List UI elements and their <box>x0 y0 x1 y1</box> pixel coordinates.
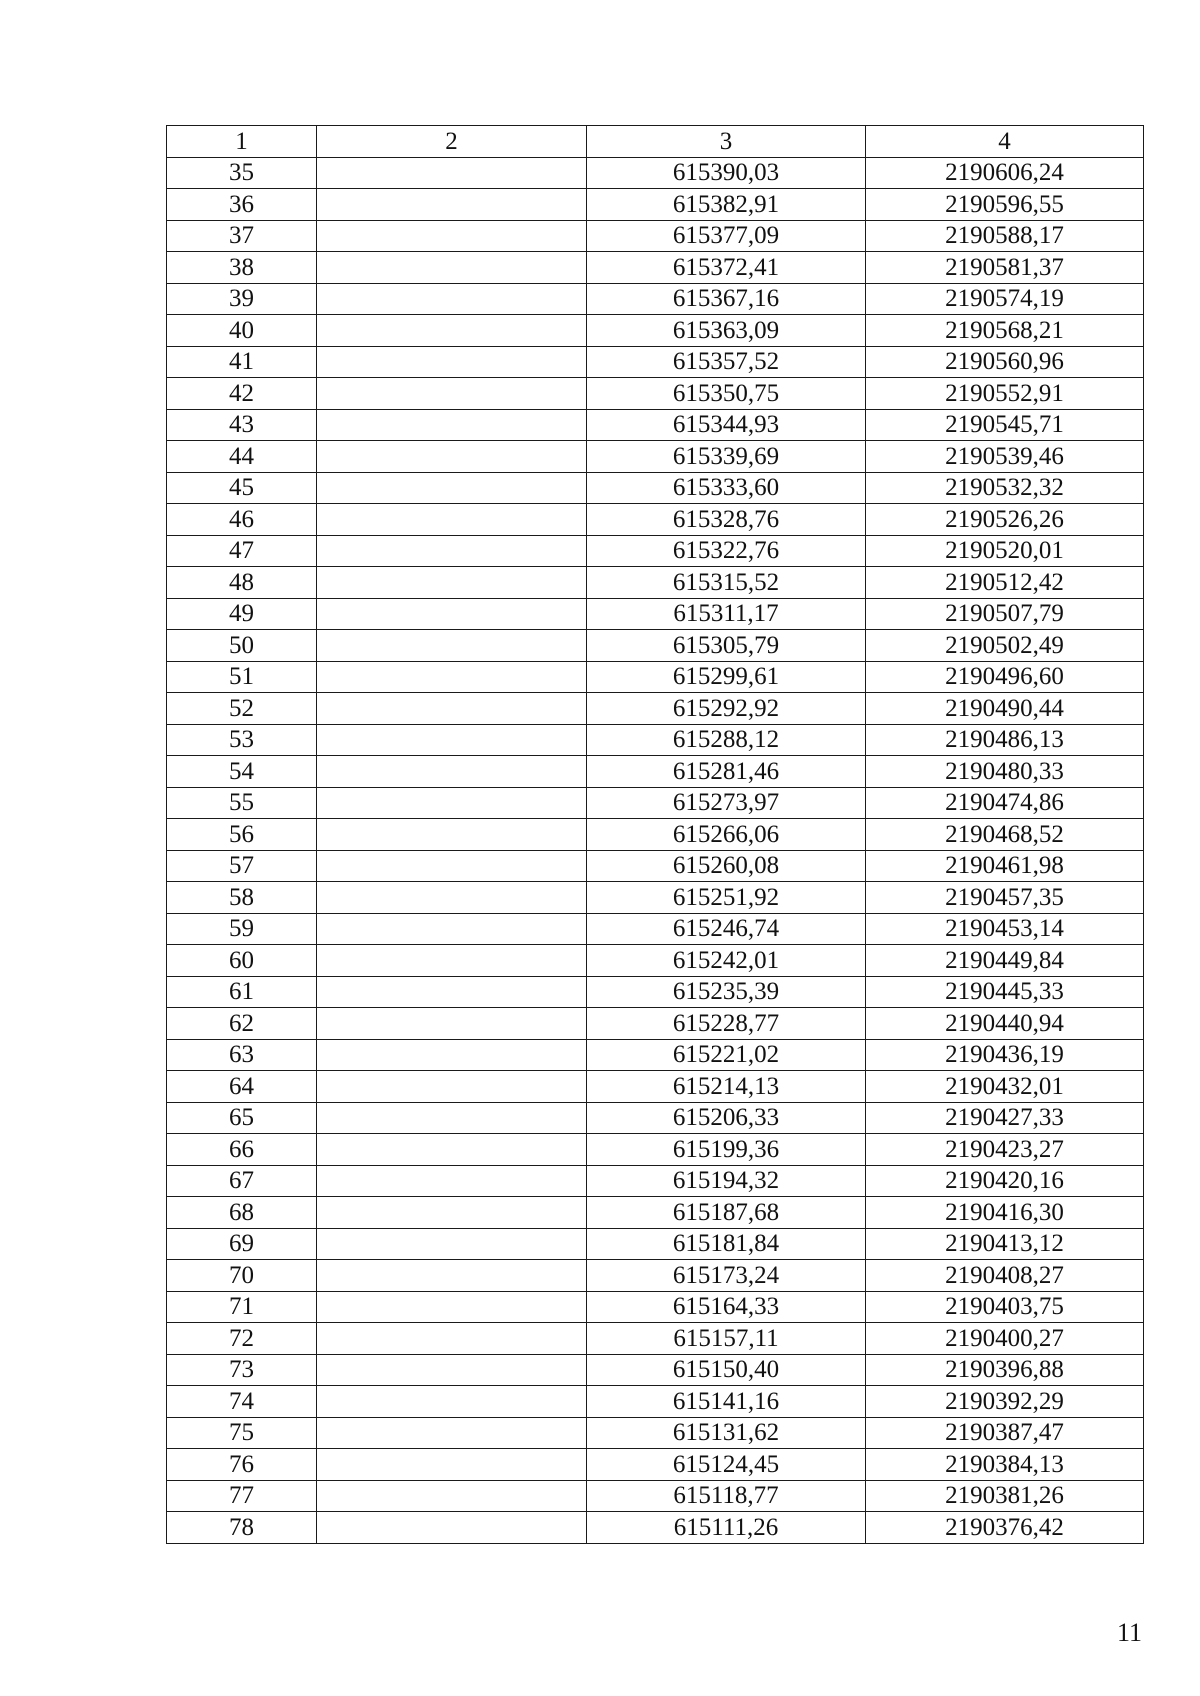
table-cell-col-3: 615333,60 <box>587 472 866 504</box>
table-row <box>167 1417 1144 1449</box>
table-cell-col-3: 615118,77 <box>587 1480 866 1512</box>
table-row <box>167 472 1144 504</box>
table-row <box>167 1228 1144 1260</box>
table-cell-col-4: 2190468,52 <box>866 819 1144 851</box>
table-cell-col-3: 615187,68 <box>587 1197 866 1229</box>
table-cell-col-2 <box>317 976 587 1008</box>
table-cell-col-4: 2190490,44 <box>866 693 1144 725</box>
table-cell-col-1: 52 <box>167 693 317 725</box>
table-row <box>167 1323 1144 1355</box>
coordinates-table <box>166 125 1144 1544</box>
table-cell-col-2 <box>317 189 587 221</box>
table-cell-col-2 <box>317 1354 587 1386</box>
table-cell-col-1: 38 <box>167 252 317 284</box>
table-cell-col-2 <box>317 220 587 252</box>
table-cell-col-2 <box>317 1512 587 1544</box>
table-cell-col-2 <box>317 157 587 189</box>
table-cell-col-4: 2190486,13 <box>866 724 1144 756</box>
table-cell-col-3: 615150,40 <box>587 1354 866 1386</box>
table-cell-col-1: 67 <box>167 1165 317 1197</box>
table-row <box>167 1291 1144 1323</box>
table-row <box>167 1039 1144 1071</box>
table-cell-col-2 <box>317 819 587 851</box>
table-cell-col-2 <box>317 567 587 599</box>
table-cell-col-3: 615124,45 <box>587 1449 866 1481</box>
table-cell-col-1: 73 <box>167 1354 317 1386</box>
table-cell-col-2 <box>317 1197 587 1229</box>
table-cell-col-3: 615221,02 <box>587 1039 866 1071</box>
table-cell-col-1: 51 <box>167 661 317 693</box>
table-cell-col-1: 70 <box>167 1260 317 1292</box>
header-col-4: 4 <box>866 126 1144 158</box>
table-cell-col-4: 2190461,98 <box>866 850 1144 882</box>
table-row <box>167 630 1144 662</box>
table-row <box>167 346 1144 378</box>
table-cell-col-4: 2190445,33 <box>866 976 1144 1008</box>
header-col-1: 1 <box>167 126 317 158</box>
table-cell-col-2 <box>317 1165 587 1197</box>
header-col-2: 2 <box>317 126 587 158</box>
table-cell-col-4: 2190440,94 <box>866 1008 1144 1040</box>
table-row <box>167 504 1144 536</box>
table-cell-col-4: 2190539,46 <box>866 441 1144 473</box>
table-cell-col-1: 43 <box>167 409 317 441</box>
table-cell-col-1: 78 <box>167 1512 317 1544</box>
table-cell-col-2 <box>317 535 587 567</box>
table-cell-col-1: 74 <box>167 1386 317 1418</box>
table-cell-col-1: 35 <box>167 157 317 189</box>
table-row <box>167 1512 1144 1544</box>
table-row <box>167 976 1144 1008</box>
table-cell-col-3: 615288,12 <box>587 724 866 756</box>
table-cell-col-1: 47 <box>167 535 317 567</box>
table-cell-col-2 <box>317 1071 587 1103</box>
table-cell-col-3: 615350,75 <box>587 378 866 410</box>
table-cell-col-3: 615292,92 <box>587 693 866 725</box>
table-cell-col-3: 615377,09 <box>587 220 866 252</box>
table-cell-col-1: 48 <box>167 567 317 599</box>
table-cell-col-3: 615357,52 <box>587 346 866 378</box>
table-row <box>167 315 1144 347</box>
table-row <box>167 913 1144 945</box>
table-cell-col-2 <box>317 787 587 819</box>
table-cell-col-3: 615242,01 <box>587 945 866 977</box>
table-row <box>167 1102 1144 1134</box>
table-cell-col-1: 44 <box>167 441 317 473</box>
table-cell-col-4: 2190453,14 <box>866 913 1144 945</box>
table-cell-col-1: 58 <box>167 882 317 914</box>
table-cell-col-2 <box>317 378 587 410</box>
table-cell-col-4: 2190457,35 <box>866 882 1144 914</box>
table-cell-col-1: 45 <box>167 472 317 504</box>
table-cell-col-3: 615194,32 <box>587 1165 866 1197</box>
table-cell-col-3: 615299,61 <box>587 661 866 693</box>
table-cell-col-4: 2190384,13 <box>866 1449 1144 1481</box>
table-cell-col-2 <box>317 1449 587 1481</box>
table-row <box>167 945 1144 977</box>
table-cell-col-3: 615206,33 <box>587 1102 866 1134</box>
table-row <box>167 441 1144 473</box>
table-row <box>167 252 1144 284</box>
table-cell-col-2 <box>317 1008 587 1040</box>
table-cell-col-3: 615344,93 <box>587 409 866 441</box>
table-cell-col-3: 615157,11 <box>587 1323 866 1355</box>
table-cell-col-2 <box>317 630 587 662</box>
table-cell-col-2 <box>317 598 587 630</box>
table-cell-col-4: 2190387,47 <box>866 1417 1144 1449</box>
table-cell-col-4: 2190568,21 <box>866 315 1144 347</box>
table-cell-col-2 <box>317 1039 587 1071</box>
table-cell-col-3: 615273,97 <box>587 787 866 819</box>
table-cell-col-3: 615363,09 <box>587 315 866 347</box>
table-cell-col-2 <box>317 1417 587 1449</box>
table-cell-col-3: 615199,36 <box>587 1134 866 1166</box>
table-cell-col-4: 2190413,12 <box>866 1228 1144 1260</box>
table-cell-col-1: 56 <box>167 819 317 851</box>
table-cell-col-3: 615251,92 <box>587 882 866 914</box>
table-cell-col-2 <box>317 1228 587 1260</box>
table-cell-col-1: 49 <box>167 598 317 630</box>
table-cell-col-4: 2190420,16 <box>866 1165 1144 1197</box>
table-cell-col-2 <box>317 1386 587 1418</box>
table-cell-col-3: 615111,26 <box>587 1512 866 1544</box>
table-row <box>167 409 1144 441</box>
table-cell-col-4: 2190400,27 <box>866 1323 1144 1355</box>
table-cell-col-4: 2190496,60 <box>866 661 1144 693</box>
table-cell-col-3: 615305,79 <box>587 630 866 662</box>
table-cell-col-4: 2190526,26 <box>866 504 1144 536</box>
table-cell-col-2 <box>317 1260 587 1292</box>
header-col-3: 3 <box>587 126 866 158</box>
table-cell-col-2 <box>317 1134 587 1166</box>
table-cell-col-2 <box>317 661 587 693</box>
table-cell-col-1: 60 <box>167 945 317 977</box>
table-cell-col-2 <box>317 913 587 945</box>
table-cell-col-4: 2190507,79 <box>866 598 1144 630</box>
table-cell-col-2 <box>317 1291 587 1323</box>
table-cell-col-1: 77 <box>167 1480 317 1512</box>
table-cell-col-4: 2190449,84 <box>866 945 1144 977</box>
table-cell-col-4: 2190545,71 <box>866 409 1144 441</box>
table-cell-col-4: 2190408,27 <box>866 1260 1144 1292</box>
table-cell-col-3: 615328,76 <box>587 504 866 536</box>
table-cell-col-4: 2190376,42 <box>866 1512 1144 1544</box>
table-cell-col-2 <box>317 945 587 977</box>
table-cell-col-4: 2190381,26 <box>866 1480 1144 1512</box>
table-cell-col-2 <box>317 252 587 284</box>
table-cell-col-2 <box>317 756 587 788</box>
table-row <box>167 598 1144 630</box>
table-cell-col-2 <box>317 504 587 536</box>
table-cell-col-4: 2190520,01 <box>866 535 1144 567</box>
table-cell-col-4: 2190436,19 <box>866 1039 1144 1071</box>
table-cell-col-1: 69 <box>167 1228 317 1260</box>
table-cell-col-3: 615315,52 <box>587 567 866 599</box>
table-cell-col-4: 2190423,27 <box>866 1134 1144 1166</box>
table-cell-col-4: 2190588,17 <box>866 220 1144 252</box>
table-cell-col-1: 53 <box>167 724 317 756</box>
table-cell-col-4: 2190606,24 <box>866 157 1144 189</box>
table-cell-col-4: 2190596,55 <box>866 189 1144 221</box>
table-cell-col-1: 75 <box>167 1417 317 1449</box>
table-cell-col-2 <box>317 850 587 882</box>
table-cell-col-1: 36 <box>167 189 317 221</box>
table-cell-col-4: 2190403,75 <box>866 1291 1144 1323</box>
table-cell-col-1: 68 <box>167 1197 317 1229</box>
table-row <box>167 1386 1144 1418</box>
table-row <box>167 1480 1144 1512</box>
table-row <box>167 661 1144 693</box>
table-cell-col-2 <box>317 283 587 315</box>
table-cell-col-1: 41 <box>167 346 317 378</box>
table-cell-col-3: 615260,08 <box>587 850 866 882</box>
table-cell-col-4: 2190396,88 <box>866 1354 1144 1386</box>
table-cell-col-4: 2190532,32 <box>866 472 1144 504</box>
table-cell-col-1: 71 <box>167 1291 317 1323</box>
table-cell-col-1: 55 <box>167 787 317 819</box>
table-row <box>167 1165 1144 1197</box>
table-cell-col-1: 57 <box>167 850 317 882</box>
table-cell-col-1: 59 <box>167 913 317 945</box>
table-row <box>167 535 1144 567</box>
table-cell-col-3: 615214,13 <box>587 1071 866 1103</box>
table-cell-col-1: 50 <box>167 630 317 662</box>
table-cell-col-3: 615266,06 <box>587 819 866 851</box>
table-cell-col-1: 63 <box>167 1039 317 1071</box>
table-cell-col-3: 615235,39 <box>587 976 866 1008</box>
table-row <box>167 1008 1144 1040</box>
table-row <box>167 567 1144 599</box>
table-cell-col-2 <box>317 472 587 504</box>
table-cell-col-3: 615141,16 <box>587 1386 866 1418</box>
table-row <box>167 724 1144 756</box>
table-cell-col-4: 2190512,42 <box>866 567 1144 599</box>
table-cell-col-2 <box>317 693 587 725</box>
table-row <box>167 1260 1144 1292</box>
table-cell-col-3: 615372,41 <box>587 252 866 284</box>
header-row <box>167 126 1144 158</box>
table-cell-col-3: 615367,16 <box>587 283 866 315</box>
table-row <box>167 756 1144 788</box>
table-cell-col-1: 40 <box>167 315 317 347</box>
table-cell-col-1: 42 <box>167 378 317 410</box>
table-cell-col-2 <box>317 441 587 473</box>
table-cell-col-4: 2190392,29 <box>866 1386 1144 1418</box>
table-cell-col-3: 615322,76 <box>587 535 866 567</box>
table-row <box>167 1197 1144 1229</box>
table-cell-col-1: 72 <box>167 1323 317 1355</box>
table-cell-col-1: 62 <box>167 1008 317 1040</box>
table-cell-col-1: 39 <box>167 283 317 315</box>
table-cell-col-4: 2190474,86 <box>866 787 1144 819</box>
table-row <box>167 283 1144 315</box>
page-number: 11 <box>1116 1618 1142 1647</box>
table-row <box>167 882 1144 914</box>
table-cell-col-1: 37 <box>167 220 317 252</box>
table-cell-col-4: 2190432,01 <box>866 1071 1144 1103</box>
table-cell-col-3: 615281,46 <box>587 756 866 788</box>
table-row <box>167 850 1144 882</box>
table-cell-col-4: 2190552,91 <box>866 378 1144 410</box>
table-cell-col-3: 615131,62 <box>587 1417 866 1449</box>
table-cell-col-4: 2190427,33 <box>866 1102 1144 1134</box>
table-cell-col-1: 46 <box>167 504 317 536</box>
table-row <box>167 189 1144 221</box>
table-cell-col-2 <box>317 882 587 914</box>
table-cell-col-4: 2190581,37 <box>866 252 1144 284</box>
table-body <box>167 157 1144 1543</box>
table-cell-col-3: 615246,74 <box>587 913 866 945</box>
table-cell-col-3: 615382,91 <box>587 189 866 221</box>
table-cell-col-2 <box>317 1323 587 1355</box>
table-cell-col-2 <box>317 1480 587 1512</box>
table-cell-col-4: 2190502,49 <box>866 630 1144 662</box>
table-cell-col-4: 2190560,96 <box>866 346 1144 378</box>
table-row <box>167 693 1144 725</box>
table-row <box>167 787 1144 819</box>
table-cell-col-2 <box>317 409 587 441</box>
table-row <box>167 1134 1144 1166</box>
table-cell-col-1: 66 <box>167 1134 317 1166</box>
table-row <box>167 157 1144 189</box>
table-cell-col-4: 2190416,30 <box>866 1197 1144 1229</box>
table-row <box>167 819 1144 851</box>
table-cell-col-2 <box>317 346 587 378</box>
table-cell-col-3: 615339,69 <box>587 441 866 473</box>
table-row <box>167 1354 1144 1386</box>
table-cell-col-1: 76 <box>167 1449 317 1481</box>
table-cell-col-2 <box>317 724 587 756</box>
table-row <box>167 378 1144 410</box>
table-cell-col-3: 615164,33 <box>587 1291 866 1323</box>
table-row <box>167 1071 1144 1103</box>
table-cell-col-3: 615173,24 <box>587 1260 866 1292</box>
table-cell-col-2 <box>317 315 587 347</box>
table-cell-col-2 <box>317 1102 587 1134</box>
table-cell-col-3: 615181,84 <box>587 1228 866 1260</box>
table-cell-col-1: 54 <box>167 756 317 788</box>
table-row <box>167 1449 1144 1481</box>
table-cell-col-3: 615311,17 <box>587 598 866 630</box>
table-cell-col-3: 615390,03 <box>587 157 866 189</box>
table-cell-col-4: 2190574,19 <box>866 283 1144 315</box>
table-cell-col-3: 615228,77 <box>587 1008 866 1040</box>
table-cell-col-1: 64 <box>167 1071 317 1103</box>
table-cell-col-1: 61 <box>167 976 317 1008</box>
table-cell-col-1: 65 <box>167 1102 317 1134</box>
table-cell-col-4: 2190480,33 <box>866 756 1144 788</box>
table-row <box>167 220 1144 252</box>
